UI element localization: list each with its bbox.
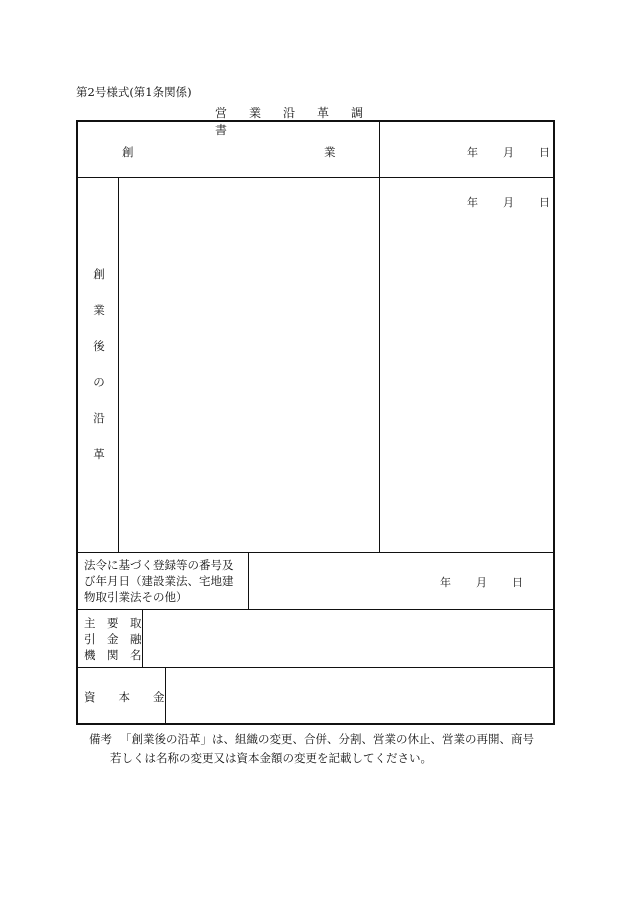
history-date[interactable] [467,194,551,210]
history-content-area[interactable] [120,178,378,551]
label-char: の [93,375,105,389]
row-divider [78,552,553,553]
label-char: 沿 [93,411,105,425]
month-unit: 月 [503,146,514,159]
title-char: 書 [215,123,228,137]
registration-label-line: び年月日（建設業法、宅地建 [84,574,234,588]
year-unit: 年 [467,196,478,209]
column-divider [142,610,143,667]
month-unit: 月 [476,576,487,589]
column-divider [118,178,119,552]
capital-label: 資 本 金 [84,690,165,704]
column-divider [165,668,166,725]
registration-date[interactable] [440,574,524,590]
founding-label-right: 業 [324,145,336,159]
column-divider [248,553,249,609]
label-char: 創 [93,267,105,281]
bank-label-line: 機 関 名 [84,648,142,662]
day-unit: 日 [512,576,523,589]
founding-date[interactable] [467,144,551,160]
month-unit: 月 [503,196,514,209]
day-unit: 日 [539,146,550,159]
capital-input-area[interactable] [167,668,554,724]
bank-label-line: 主 要 取 [84,616,142,630]
year-unit: 年 [440,576,451,589]
title-char: 業 [249,106,262,120]
title-char: 沿 [283,106,296,120]
remarks-line-1: 「創業後の沿革」は、組織の変更、合併、分割、営業の休止、営業の再開、商号 [120,732,534,746]
form-number-label: 第2号様式(第1条関係) [76,85,192,99]
bank-input-area[interactable] [144,610,554,666]
remarks-label: 備考 [89,732,112,746]
label-char: 革 [93,447,105,461]
day-unit: 日 [539,196,550,209]
history-vertical-label [87,266,111,482]
founding-label-left: 創 [122,145,134,159]
title-char: 調 [351,106,364,120]
registration-label-line: 物取引業法その他） [84,590,188,604]
year-unit: 年 [467,146,478,159]
label-char: 業 [93,303,105,317]
title-char: 革 [317,106,330,120]
registration-label [84,557,246,605]
bank-label [84,615,142,663]
remarks-line-2: 若しくは名称の変更又は資本金額の変更を記載してください。 [110,751,432,765]
registration-label-line: 法令に基づく登録等の番号及 [84,558,234,572]
label-char: 後 [93,339,105,353]
history-form-table [76,120,555,725]
bank-label-line: 引 金 融 [84,632,142,646]
column-divider [379,122,380,552]
title-char: 営 [215,106,228,120]
